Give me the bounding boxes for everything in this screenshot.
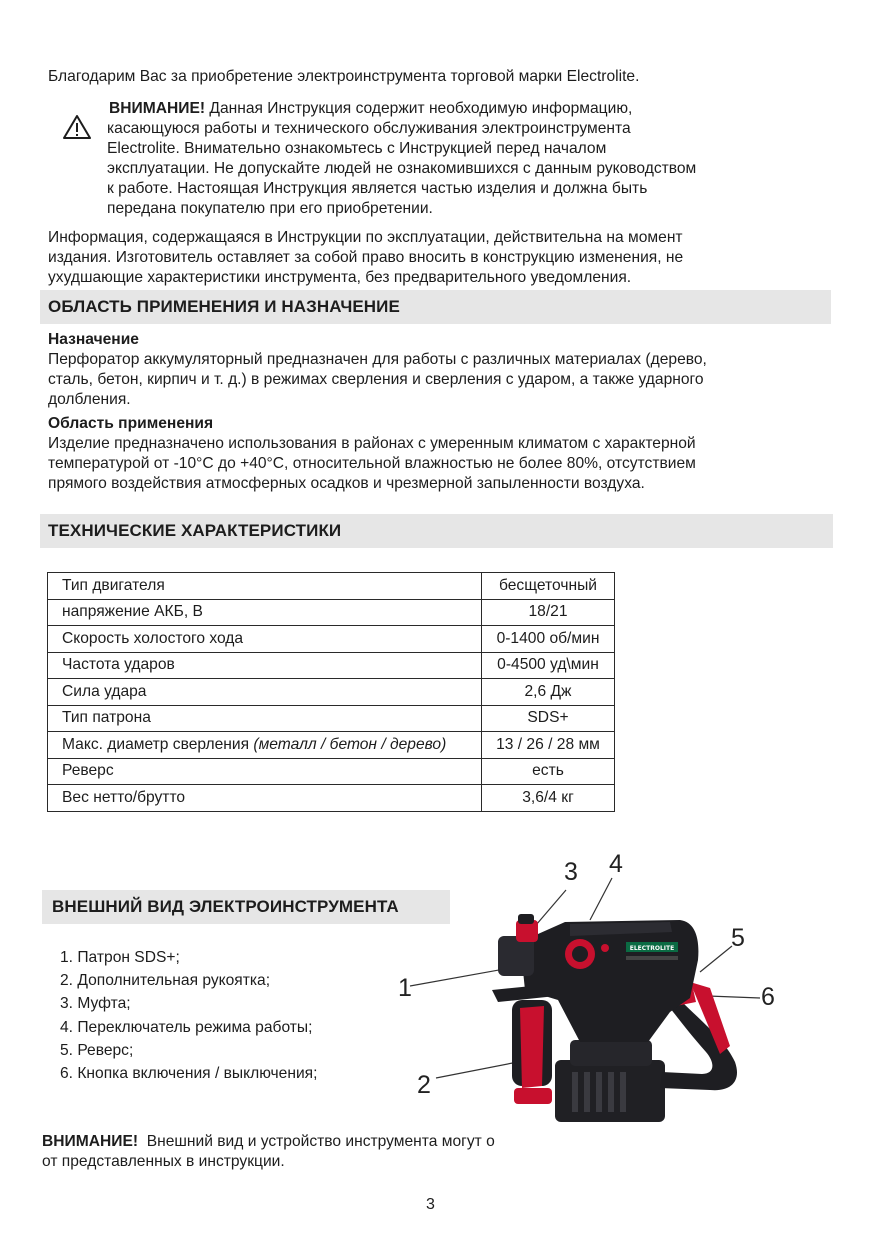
- table-row: [48, 705, 615, 732]
- intro-text: Благодарим Вас за приобретение электроинструмента торговой марки Electrolite.: [48, 68, 640, 85]
- purpose-line-1: Перфоратор аккумуляторный предназначен для работы с различных материалах (дерево,: [48, 351, 707, 368]
- warning-line-5: к работе. Настоящая Инструкция является частью изделия и должна быть: [107, 180, 648, 197]
- tool-brand-label: ELECTROLITE: [629, 945, 675, 952]
- list-item: 4. Переключатель режима работы;: [60, 1018, 313, 1036]
- callout-3: 3: [564, 858, 578, 886]
- spec-value: 0-1400 об/мин: [482, 626, 615, 653]
- purpose-title: Назначение: [48, 331, 139, 348]
- callout-4: 4: [609, 850, 623, 878]
- warning-triangle-icon: [62, 114, 92, 140]
- table-row: [48, 626, 615, 653]
- callout-5: 5: [731, 924, 745, 952]
- spec-value: есть: [482, 758, 615, 785]
- spec-label: Тип двигателя: [48, 573, 482, 600]
- spec-label: Тип патрона: [48, 705, 482, 732]
- table-row: [48, 758, 615, 785]
- scope-line-2: температурой от -10°С до +40°С, относительной влажностью не более 80%, отсутствием: [48, 455, 696, 472]
- list-item: 1. Патрон SDS+;: [60, 949, 180, 966]
- callout-6: 6: [761, 983, 775, 1011]
- rotary-hammer-illustration: [380, 850, 800, 1135]
- table-row: [48, 732, 615, 759]
- info-line-2: издания. Изготовитель оставляет за собой право вносить в конструкцию изменения, не: [48, 249, 684, 266]
- spec-value: SDS+: [482, 705, 615, 732]
- spec-label: Сила удара: [48, 679, 482, 706]
- warning-line-1: ВНИМАНИЕ! Данная Инструкция содержит необходимую информацию,: [109, 100, 633, 117]
- section-heading-specs: ТЕХНИЧЕСКИЕ ХАРАКТЕРИСТИКИ: [40, 514, 833, 548]
- warning-label: ВНИМАНИЕ!: [109, 100, 206, 117]
- spec-label: Макс. диаметр сверления (металл / бетон / дерево): [48, 732, 482, 759]
- spec-value: 3,6/4 кг: [482, 785, 615, 812]
- warning-line-3: Electrolite. Внимательно ознакомьтесь с Инструкцией перед началом: [107, 140, 607, 157]
- footer-warning-line-2: от представленных в инструкции.: [42, 1153, 285, 1170]
- spec-value: 13 / 26 / 28 мм: [482, 732, 615, 759]
- info-line-3: ухудшающие характеристики инструмента, без предварительного уведомления.: [48, 269, 632, 286]
- callout-1: 1: [398, 974, 412, 1002]
- info-line-1: Информация, содержащаяся в Инструкции по эксплуатации, действительна на момент: [48, 229, 683, 246]
- table-row: [48, 679, 615, 706]
- spec-label: напряжение АКБ, В: [48, 599, 482, 626]
- spec-label: Реверс: [48, 758, 482, 785]
- spec-value: бесщеточный: [482, 573, 615, 600]
- list-item: 3. Муфта;: [60, 995, 131, 1013]
- table-row: [48, 652, 615, 679]
- footer-warning-line-1: ВНИМАНИЕ! Внешний вид и устройство инструмента могут о: [42, 1133, 495, 1150]
- callout-2: 2: [417, 1071, 431, 1099]
- scope-line-3: прямого воздействия атмосферных осадков и чрезмерной запыленности воздуха.: [48, 475, 645, 492]
- spec-label: Частота ударов: [48, 652, 482, 679]
- list-item: 2. Дополнительная рукоятка;: [60, 972, 271, 990]
- list-item: 5. Реверс;: [60, 1041, 134, 1059]
- footer-warning-label: ВНИМАНИЕ!: [42, 1133, 139, 1150]
- table-row: [48, 599, 615, 626]
- parts-list: [60, 946, 317, 1085]
- list-item: 6. Кнопка включения / выключения;: [60, 1065, 318, 1083]
- table-row: [48, 573, 615, 600]
- purpose-line-3: долбления.: [48, 391, 131, 408]
- spec-value: 2,6 Дж: [482, 679, 615, 706]
- warning-line-2: касающуюся работы и технического обслуживания электроинструмента: [107, 120, 631, 137]
- warning-line-6: передана покупателю при его приобретении.: [107, 200, 433, 217]
- spec-value: 18/21: [482, 599, 615, 626]
- spec-value: 0-4500 уд\мин: [482, 652, 615, 679]
- scope-line-1: Изделие предназначено использования в районах с умеренным климатом с характерной: [48, 435, 696, 452]
- section-heading-appearance: ВНЕШНИЙ ВИД ЭЛЕКТРОИНСТРУМЕНТА: [42, 890, 450, 924]
- warning-line-4: эксплуатации. Не допускайте людей не ознакомившихся с данным руководством: [107, 160, 697, 177]
- scope-title: Область применения: [48, 415, 214, 432]
- section-heading-application: ОБЛАСТЬ ПРИМЕНЕНИЯ И НАЗНАЧЕНИЕ: [40, 290, 831, 324]
- page-number: 3: [426, 1196, 435, 1213]
- spec-label: Скорость холостого хода: [48, 626, 482, 653]
- purpose-line-2: сталь, бетон, кирпич и т. д.) в режимах сверления и сверления с ударом, а также ударного: [48, 371, 704, 388]
- table-row: [48, 785, 615, 812]
- spec-label: Вес нетто/брутто: [48, 785, 482, 812]
- spec-note: (металл / бетон / дерево): [253, 735, 447, 753]
- specs-table: [47, 572, 615, 812]
